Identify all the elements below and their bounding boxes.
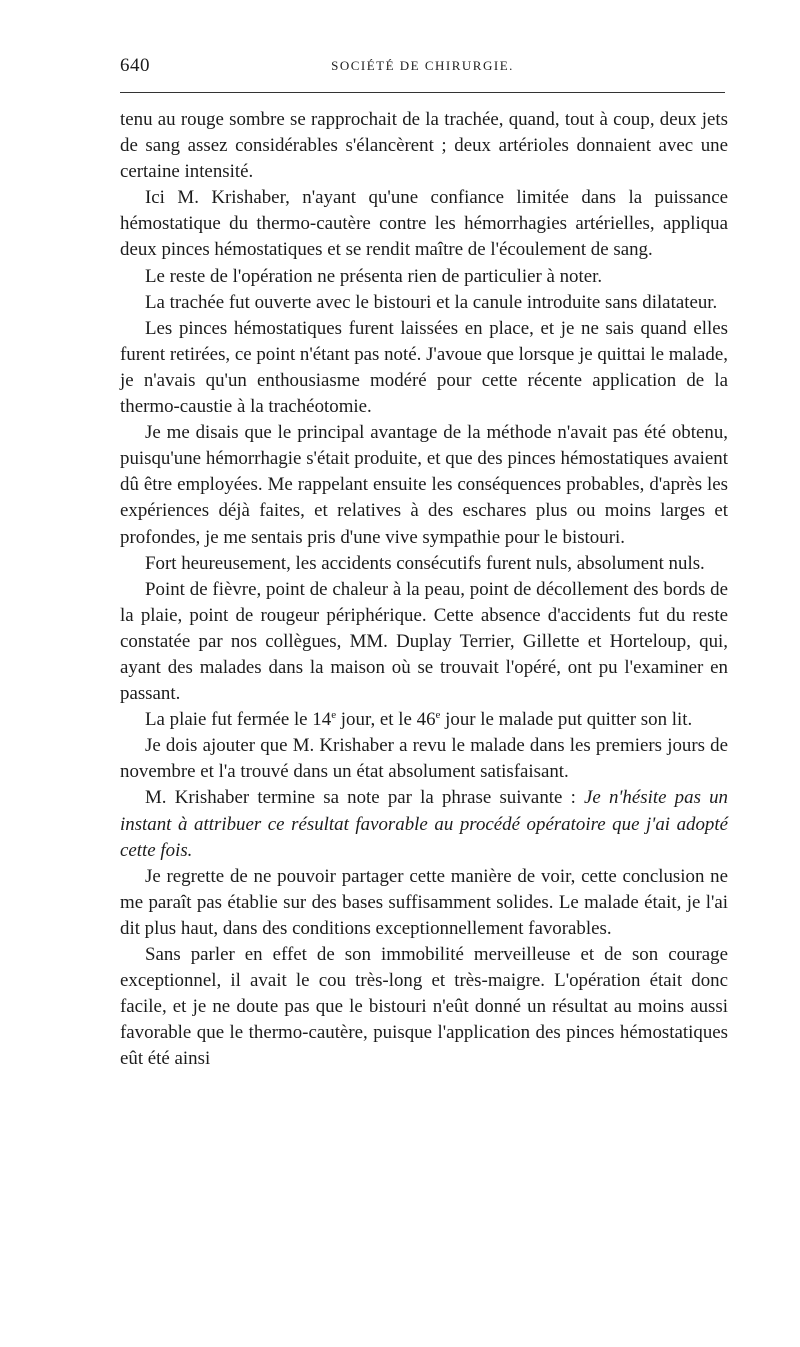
running-title: SOCIÉTÉ DE CHIRURGIE. bbox=[331, 58, 514, 73]
header-rule bbox=[120, 92, 725, 93]
ordinal-superscript: e bbox=[435, 709, 441, 722]
page-header bbox=[120, 55, 725, 83]
quoted-sentence: Je n'hésite pas un instant à attribuer ce résultat favorable au procédé opératoire que j'ai adopté cette fois. bbox=[120, 787, 728, 861]
paragraph-13: Sans parler en effet de son immobilité merveilleuse et de son courage exceptionnel, il avait le cou très-long et très-maigre. L'opération était donc facile, et je ne doute pas que le bistouri n'eût donné un résultat au moins aussi favorable que le thermo-cautère, puisque l'application des pinces hémostatiques eût été ainsi bbox=[120, 944, 728, 1070]
ordinal-superscript: e bbox=[331, 709, 337, 722]
paragraph-2: Ici M. Krishaber, n'ayant qu'une confiance limitée dans la puissance hémostatique du thermo-cautère contre les hémorrhagies artérielles, appliqua deux pinces hémostatiques et se rendit maître de l'écoulement de sang. bbox=[120, 187, 728, 261]
paragraph-11 bbox=[120, 785, 728, 863]
paragraph-6: Je me disais que le principal avantage de la méthode n'avait pas été obtenu, puisqu'une hémorrhagie s'était produite, et que des pinces hémostatiques avaient dû être employées. Me rappelant ensuite les conséquences probables, d'après les expériences déjà faites, et relatives à des eschares plus ou moins larges et profondes, je me sentais pris d'une vive sympathie pour le bistouri. bbox=[120, 422, 728, 548]
paragraph-5: Les pinces hémostatiques furent laissées en place, et je ne sais quand elles furent retirées, ce point n'étant pas noté. J'avoue que lorsque je quittai le malade, je n'avais qu'un enthousiasme modéré pour cette récente application de la thermo-caustie à la trachéotomie. bbox=[120, 317, 728, 418]
paragraph-11-lead: M. Krishaber termine sa note par la phrase suivante : bbox=[145, 787, 584, 809]
paragraph-12: Je regrette de ne pouvoir partager cette manière de voir, cette conclusion ne me paraît pas établie sur des bases suffisamment solides. Le malade était, je l'ai dit plus haut, dans des conditions exceptionnellement favorables. bbox=[120, 865, 728, 939]
paragraph-8: Point de fièvre, point de chaleur à la peau, point de décollement des bords de la plaie, point de rougeur périphérique. Cette absence d'accidents fut du reste constatée par nos collègues, MM. Duplay Terrier, Gillette et Horteloup, qui, ayant des malades dans la maison où se trouvait l'opéré, ont pu l'examiner en passant. bbox=[120, 578, 728, 705]
page-number: 640 bbox=[120, 55, 150, 76]
paragraph-9 bbox=[120, 707, 728, 733]
paragraph-4: La trachée fut ouverte avec le bistouri et la canule introduite sans dilatateur. bbox=[145, 291, 718, 313]
paragraph-9-part-3: jour le malade put quitter son lit. bbox=[440, 709, 693, 731]
paragraph-9-part-2: jour, et le 46 bbox=[336, 709, 436, 731]
paragraph-9-part-1: La plaie fut fermée le 14 bbox=[145, 709, 332, 731]
paragraph-3: Le reste de l'opération ne présenta rien de particulier à noter. bbox=[145, 265, 603, 287]
paragraph-1: tenu au rouge sombre se rapprochait de la trachée, quand, tout à coup, deux jets de sang assez considérables s'élancèrent ; deux artérioles donnaient avec une certaine intensité. bbox=[120, 109, 728, 183]
paragraph-7: Fort heureusement, les accidents consécutifs furent nuls, absolument nuls. bbox=[145, 552, 705, 574]
body-text bbox=[120, 107, 728, 1072]
paragraph-10: Je dois ajouter que M. Krishaber a revu le malade dans les premiers jours de novembre et l'a trouvé dans un état absolument satisfaisant. bbox=[120, 735, 728, 783]
